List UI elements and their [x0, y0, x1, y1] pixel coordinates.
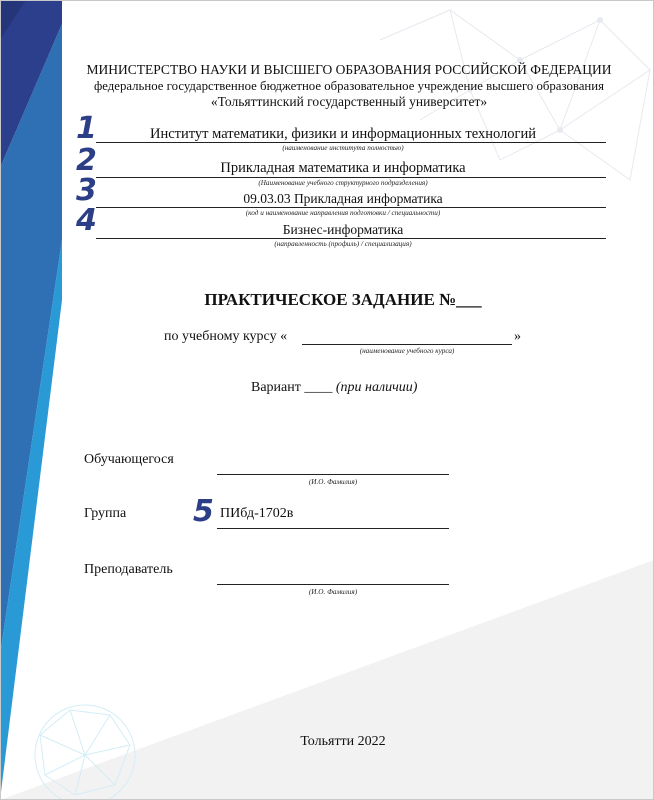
department-caption: (Наименование учебного структурного подразделения) [258, 179, 428, 187]
institute-caption: (наименование института полностью) [282, 144, 404, 152]
marker-3-icon: 3 [76, 173, 97, 208]
course-caption: (наименование учебного курса) [359, 347, 455, 355]
institution-type-line: федеральное государственное бюджетное образовательное учреждение высшего образования [93, 79, 604, 93]
city-year: Тольятти 2022 [300, 734, 386, 749]
group-label: Группа [84, 506, 127, 521]
variant-label [251, 380, 417, 396]
teacher-label: Преподаватель [84, 562, 173, 577]
teacher-rule [217, 584, 449, 585]
variant-text: Вариант ____ [251, 380, 333, 395]
department-value: Прикладная математика и информатика [220, 160, 466, 176]
marker-1-icon: 1 [76, 111, 97, 146]
profile-caption: (направленность (профиль) / специализация) [274, 240, 412, 248]
program-value: 09.03.03 Прикладная информатика [243, 191, 443, 206]
group-rule [217, 528, 449, 529]
student-caption: (И.О. Фамилия) [308, 478, 358, 486]
institute-rule [96, 142, 606, 143]
course-suffix: » [514, 329, 521, 344]
department-rule [96, 177, 606, 178]
bottom-corner-shade [0, 560, 654, 800]
ministry-line: МИНИСТЕРСТВО НАУКИ И ВЫСШЕГО ОБРАЗОВАНИЯ РОССИЙСКОЙ ФЕДЕРАЦИИ [86, 62, 612, 77]
profile-rule [96, 238, 606, 239]
teacher-caption: (И.О. Фамилия) [308, 588, 358, 596]
assignment-title: ПРАКТИЧЕСКОЕ ЗАДАНИЕ №___ [204, 290, 482, 309]
program-rule [96, 207, 606, 208]
student-rule [217, 474, 449, 475]
course-rule [302, 344, 512, 345]
student-label: Обучающегося [84, 452, 174, 467]
program-caption: (код и наименование направления подготовки / специальности) [245, 209, 441, 217]
marker-5-icon: 5 [193, 494, 214, 529]
marker-2-icon: 2 [76, 143, 97, 178]
variant-note: (при наличии) [335, 380, 418, 395]
profile-value: Бизнес-информатика [282, 222, 404, 237]
group-value: ПИбд-1702в [220, 506, 294, 521]
marker-4-icon: 4 [76, 203, 97, 238]
institute-value: Институт математики, физики и информационных технологий [150, 126, 536, 142]
university-line: «Тольяттинский государственный университет» [210, 94, 488, 109]
course-prefix: по учебному курсу « [164, 329, 288, 344]
